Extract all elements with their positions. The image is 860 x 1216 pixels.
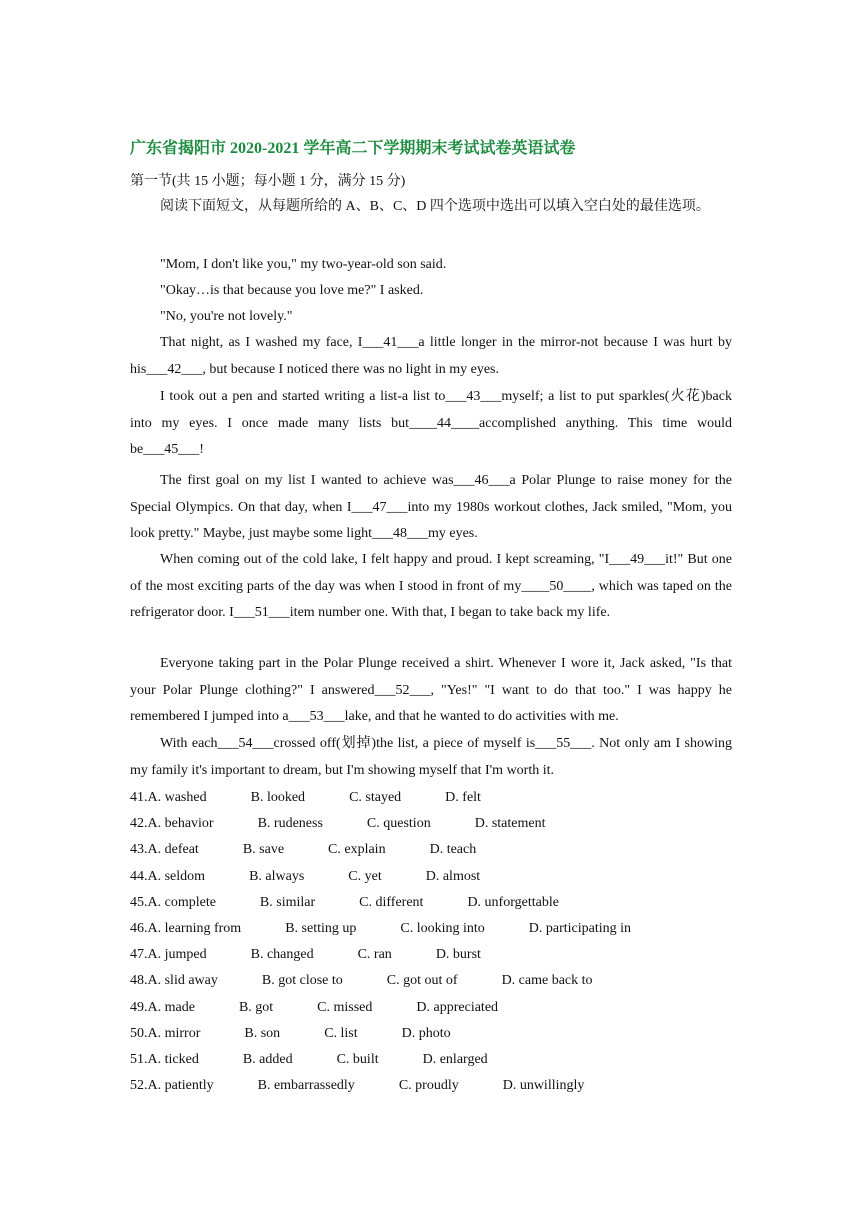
question-number: 41.: [130, 790, 148, 805]
answer-option: A. learning from: [147, 921, 242, 936]
passage-paragraph: I took out a pen and started writing a list-a list to___43___myself; a list to put sparkles(火花)back into my eyes. I once made many lists but____44____accomplished anything. This time would be___45___!: [130, 389, 732, 457]
question-number: 50.: [130, 1025, 148, 1041]
answer-option: A. ticked: [147, 1052, 199, 1067]
instruction-paragraph: 阅读下面短文，从每题所给的 A、B、C、D 四个选项中选出可以填入空白处的最佳选项。: [160, 199, 710, 214]
answer-option: A. defeat: [147, 842, 199, 858]
answer-option: C. proudly: [398, 1078, 459, 1094]
question-number: 52.: [130, 1078, 148, 1094]
answer-option: B. changed: [250, 947, 314, 963]
question-number: 47.: [130, 947, 148, 963]
answer-option: A. mirror: [147, 1025, 201, 1041]
answer-option: D. teach: [429, 842, 477, 858]
answer-option: C. missed: [317, 999, 373, 1015]
answer-option: D. unforgettable: [467, 894, 559, 910]
answer-option: C. stayed: [349, 790, 402, 805]
answer-option: D. unwillingly: [502, 1078, 585, 1094]
answer-option: D. enlarged: [422, 1052, 488, 1067]
question-number: 46.: [130, 921, 148, 936]
question-number: 42.: [130, 816, 148, 832]
answer-option: B. added: [242, 1052, 293, 1067]
passage-paragraph: When coming out of the cold lake, I felt happy and proud. I kept screaming, "I___49___it!" But one of the most exciting parts of the day was when I stood in front of my____50____, which was taped on the refrigerator door. I___51___item number one. With that, I began to take back my life.: [130, 552, 732, 620]
answer-option: A. seldom: [147, 868, 206, 884]
passage-paragraph: With each___54___crossed off(划掉)the list, a piece of myself is___55___. Not only am I showing my family it's important to dream, but I'm showing myself that I'm worth it.: [130, 736, 732, 778]
answer-option: A. patiently: [147, 1078, 214, 1094]
answer-option: C. different: [359, 894, 424, 910]
answer-option: C. looking into: [400, 921, 485, 936]
passage-paragraph: Everyone taking part in the Polar Plunge received a shirt. Whenever I wore it, Jack asked, "Is that your Polar Plunge clothing?" I answered___52___, "Yes!" "I want to do that too." I was happy he remembered I jumped into a___53___lake, and that he wanted to do activities with me.: [130, 656, 732, 724]
answer-option: D. burst: [435, 947, 481, 963]
answer-option: B. got close to: [261, 973, 343, 989]
answer-option: A. complete: [147, 894, 216, 910]
answer-option: C. built: [336, 1052, 379, 1067]
answer-option: B. save: [242, 842, 285, 858]
question-number: 51.: [130, 1052, 148, 1067]
answer-option: B. setting up: [285, 921, 357, 936]
passage-line: "Okay…is that because you love me?" I asked.: [160, 283, 424, 298]
passage-line: "Mom, I don't like you," my two-year-old son said.: [160, 257, 447, 272]
answer-option: D. almost: [425, 868, 481, 884]
answer-option: D. participating in: [528, 921, 632, 936]
answer-option: C. list: [324, 1025, 358, 1041]
answer-option: C. got out of: [386, 973, 458, 989]
answer-option: B. looked: [250, 790, 306, 805]
section-heading: 第一节(共 15 小题；每小题 1 分，满分 15 分): [130, 174, 406, 189]
answer-option: D. photo: [401, 1025, 451, 1041]
answer-option: A. slid away: [147, 973, 218, 989]
answer-option: C. ran: [357, 947, 392, 963]
passage-paragraph: That night, as I washed my face, I___41___a little longer in the mirror-not because I was hurt by his___42___, but because I noticed there was no light in my eyes.: [130, 335, 732, 377]
question-number: 44.: [130, 868, 148, 884]
answer-option: B. similar: [259, 894, 316, 910]
question-number: 43.: [130, 842, 148, 858]
answer-option: B. always: [249, 868, 305, 884]
answer-option: C. question: [366, 816, 431, 832]
passage-paragraph: The first goal on my list I wanted to achieve was___46___a Polar Plunge to raise money for the Special Olympics. On that day, when I___47___into my 1980s workout clothes, Jack smiled, "Mom, you look pretty." Maybe, just maybe some light___48___my eyes.: [130, 473, 732, 541]
answer-option: D. came back to: [501, 973, 593, 989]
answer-option: B. son: [244, 1025, 281, 1041]
answer-option: A. behavior: [147, 816, 214, 832]
answer-option: B. got: [238, 999, 274, 1015]
answer-option: B. rudeness: [257, 816, 323, 832]
answer-option: B. embarrassedly: [257, 1078, 355, 1094]
document-title: 广东省揭阳市 2020-2021 学年高二下学期期末考试试卷英语试卷: [130, 140, 576, 157]
answer-option: A. washed: [147, 790, 207, 805]
question-number: 48.: [130, 973, 148, 989]
answer-option: D. appreciated: [416, 999, 499, 1015]
answer-option: C. yet: [348, 868, 382, 884]
answer-option: A. made: [147, 999, 195, 1015]
answer-option: A. jumped: [147, 947, 207, 963]
answer-option: D. statement: [474, 816, 546, 832]
question-number: 49.: [130, 999, 148, 1015]
answer-option: D. felt: [445, 790, 481, 805]
passage-line: "No, you're not lovely.": [160, 309, 293, 324]
question-number: 45.: [130, 894, 148, 910]
answer-option: C. explain: [328, 842, 386, 858]
